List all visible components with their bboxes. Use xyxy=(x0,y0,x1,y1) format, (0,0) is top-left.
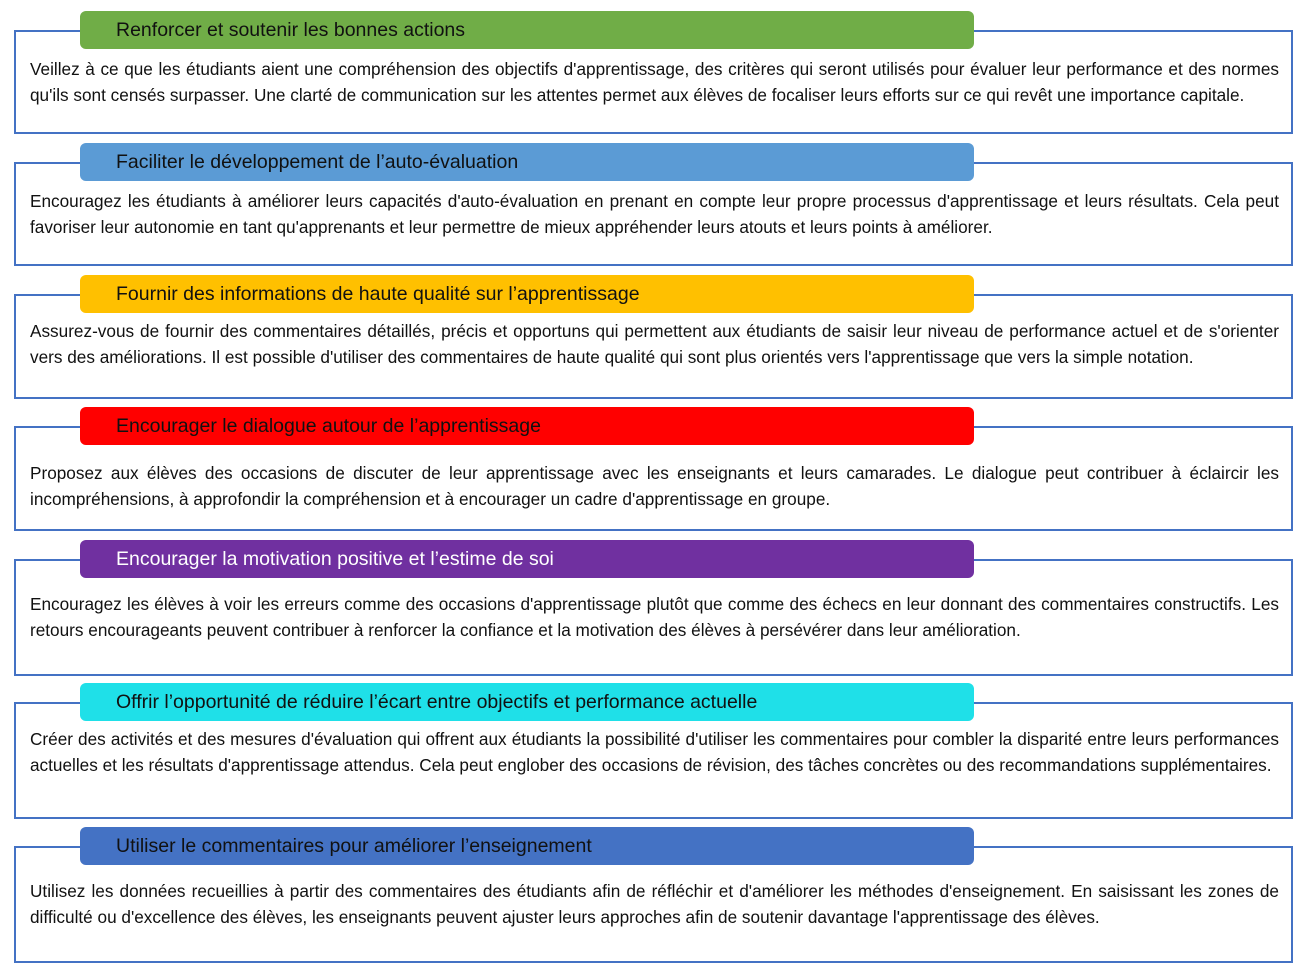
section-title: Utiliser le commentaires pour améliorer l’enseignement xyxy=(116,835,592,857)
section-title: Offrir l’opportunité de réduire l’écart entre objectifs et performance actuelle xyxy=(116,691,758,713)
section-text: Proposez aux élèves des occasions de discuter de leur apprentissage avec les enseignants et leurs camarades. Le dialogue peut contribuer à éclaircir les incompréhensions, à approfondir la compréhension et à encourager un cadre d'apprentissage en groupe. xyxy=(30,463,1279,509)
section-header xyxy=(80,275,974,313)
section-text: Encouragez les élèves à voir les erreurs comme des occasions d'apprentissage plutôt que comme des échecs en leur donnant des commentaires constructifs. Les retours encourageants peuvent contribuer à renforcer la confiance et la motivation des élèves à persévérer dans leur amélioration. xyxy=(30,594,1279,640)
section-header xyxy=(80,827,974,865)
section-title: Fournir des informations de haute qualité sur l’apprentissage xyxy=(116,283,640,305)
section-text: Assurez-vous de fournir des commentaires détaillés, précis et opportuns qui permettent aux étudiants de saisir leur niveau de performance actuel et de s'orienter vers des améliorations. Il est possible d'utiliser des commentaires de haute qualité qui sont plus orientés vers l'apprentissage que vers la simple notation. xyxy=(30,321,1279,367)
section-text: Utilisez les données recueillies à partir des commentaires des étudiants afin de réfléchir et d'améliorer les méthodes d'enseignement. En saisissant les zones de difficulté ou d'excellence des élèves, les enseignants peuvent ajuster leurs approches afin de soutenir davantage l'apprentissage des élèves. xyxy=(30,881,1279,927)
section-header xyxy=(80,407,974,445)
section-header xyxy=(80,683,974,721)
section-header xyxy=(80,11,974,49)
section-text: Créer des activités et des mesures d'évaluation qui offrent aux étudiants la possibilité d'utiliser les commentaires pour combler la disparité entre leurs performances actuelles et les résultats d'apprentissage attendus. Cela peut englober des occasions de révision, des tâches concrètes ou des recommandations supplémentaires. xyxy=(30,729,1279,775)
section-text: Veillez à ce que les étudiants aient une compréhension des objectifs d'apprentissage, des critères qui seront utilisés pour évaluer leur performance et des normes qu'ils sont censés surpasser. Une clarté de communication sur les attentes permet aux élèves de focaliser leurs efforts sur ce qui revêt une importance capitale. xyxy=(30,59,1279,105)
section-header xyxy=(80,540,974,578)
section-title: Faciliter le développement de l’auto-évaluation xyxy=(116,151,519,173)
section-title: Renforcer et soutenir les bonnes actions xyxy=(116,19,466,41)
section-header xyxy=(80,143,974,181)
section-title: Encourager la motivation positive et l’estime de soi xyxy=(116,548,554,570)
section-title: Encourager le dialogue autour de l’apprentissage xyxy=(116,415,541,437)
section-text: Encouragez les étudiants à améliorer leurs capacités d'auto-évaluation en prenant en compte leur propre processus d'apprentissage et leurs résultats. Cela peut favoriser leur autonomie en tant qu'apprenants et leur permettre de mieux appréhender leurs atouts et leurs points à améliorer. xyxy=(30,191,1279,237)
